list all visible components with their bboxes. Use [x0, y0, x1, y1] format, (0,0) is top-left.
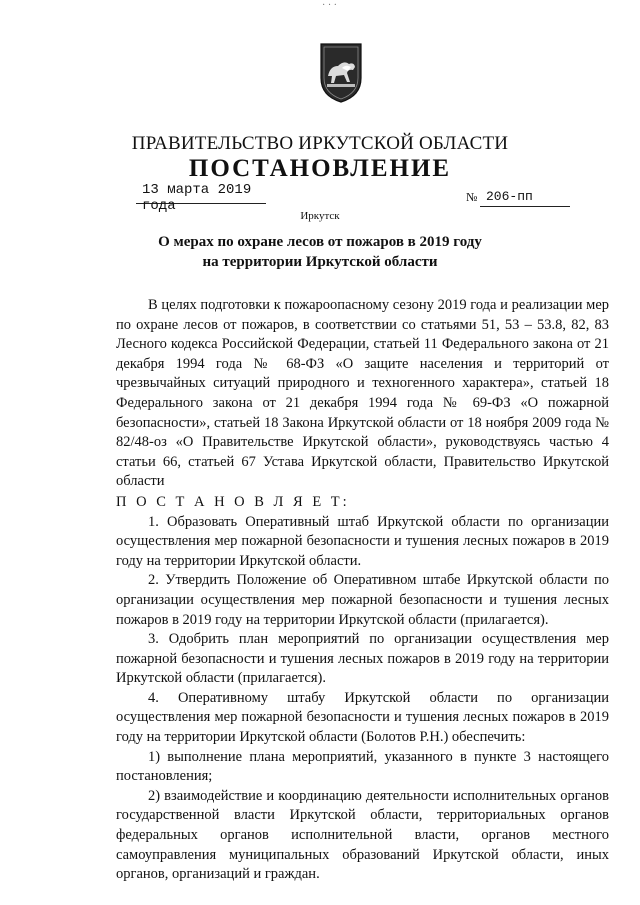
document-title: [0, 232, 640, 272]
clause-4: 4. Оперативному штабу Иркутской области по организации осуществления мер пожарной безопасности и тушения лесных пожаров в 2019 году на территории Иркутской области (Болотов Р.Н.) обеспечить:: [116, 689, 609, 746]
document-date: 13 марта 2019 года: [136, 182, 266, 204]
number-label: №: [466, 190, 478, 204]
city: Иркутск: [300, 210, 340, 222]
scan-mark: · · ·: [322, 0, 337, 11]
clause-3: 3. Одобрить план мероприятий по организации осуществления мер пожарной безопасности и тушения лесных пожаров в 2019 году на территории Иркутской области (прилагается).: [116, 631, 609, 687]
document-body: [116, 296, 609, 885]
clause-1: 1. Образовать Оперативный штаб Иркутской области по организации осуществления мер пожарной безопасности и тушения лесных пожаров в 2019 году на территории Иркутской области.: [116, 513, 609, 569]
document-type: ПОСТАНОВЛЕНИЕ: [188, 155, 452, 182]
preamble-paragraph: В целях подготовки к пожароопасному сезону 2019 года и реализации мер по охране лесов от пожаров, в соответствии со статьями 51, 53 – 53.8, 82, 83 Лесного кодекса Российской Федерации, статьей 11 Федерального закона от 21 декабря 1994 года № 68-ФЗ «О защите населения и территорий от чрезвычайных ситуаций природного и техногенного характера», статьей 18 Федерального закона от 21 декабря 1994 года № 69-ФЗ «О пожарной безопасности», статьей 18 Закона Иркутской области от 18 ноября 2009 года № 82/48-оз «О Правительстве Иркутской области», руководствуясь частью 4 статьи 66, статьей 67 Устава Иркутской области, Правительство Иркутской области: [116, 297, 609, 490]
document-number: 206-пп: [480, 189, 570, 207]
resolves-heading: П О С Т А Н О В Л Я Е Т:: [116, 493, 350, 510]
clause-2: 2. Утвердить Положение об Оперативном штабе Иркутской области по организации осуществления мер пожарной безопасности и тушения лесных пожаров в 2019 году на территории Иркутской области (прилагается).: [116, 572, 609, 628]
government-name: ПРАВИТЕЛЬСТВО ИРКУТСКОЙ ОБЛАСТИ: [131, 133, 509, 154]
title-line-2: на территории Иркутской области: [202, 254, 438, 270]
clause-4-subitem-2: 2) взаимодействие и координацию деятельности исполнительных органов государственной власти Иркутской области, территориальных органов федеральных органов исполнительной власти, органов местного самоуправления муниципальных образований Иркутской области, иных органов, организаций и граждан.: [116, 787, 609, 883]
coat-of-arms-icon: [318, 40, 364, 104]
clause-4-subitem-1: 1) выполнение плана мероприятий, указанного в пункте 3 настоящего постановления;: [116, 748, 609, 785]
title-line-1: О мерах по охране лесов от пожаров в 2019 году: [158, 234, 482, 250]
